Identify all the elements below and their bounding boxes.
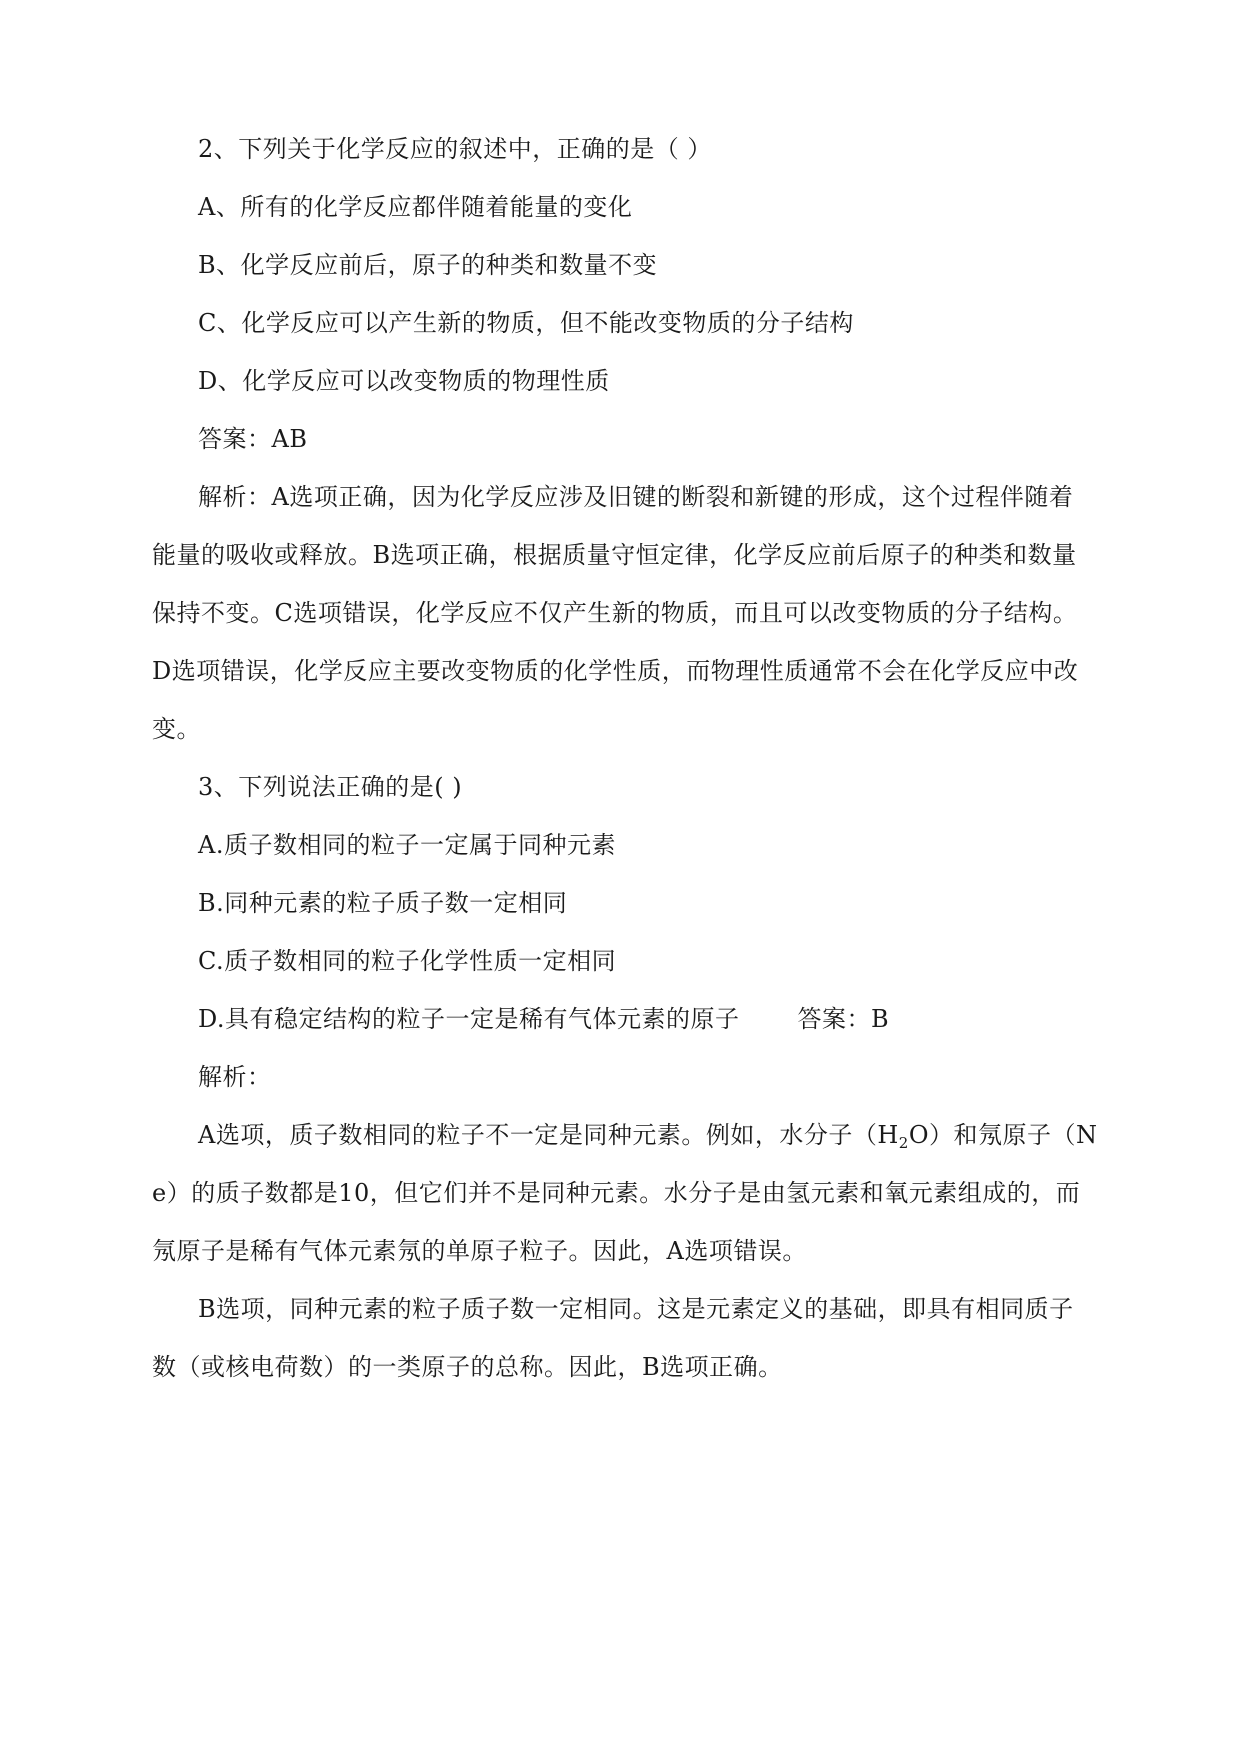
q3-stem: 3、下列说法正确的是( ) — [198, 773, 463, 801]
q3-answer: 答案：B — [797, 1005, 890, 1033]
q3-analysis-b-line1: B选项，同种元素的粒子质子数一定相同。这是元素定义的基础，即具有相同质子 — [198, 1295, 1074, 1323]
q2-analysis-line: 能量的吸收或释放。B选项正确，根据质量守恒定律，化学反应前后原子的种类和数量 — [152, 541, 1077, 569]
q3-option-d: D.具有稳定结构的粒子一定是稀有气体元素的原子 — [198, 1005, 740, 1033]
q3-analysis-a-line3: 氖原子是稀有气体元素氖的单原子粒子。因此，A选项错误。 — [152, 1237, 807, 1265]
q2-option-b: B、化学反应前后，原子的种类和数量不变 — [198, 251, 658, 279]
q2-answer: 答案：AB — [198, 425, 308, 453]
q2-option-c: C、化学反应可以产生新的物质，但不能改变物质的分子结构 — [198, 309, 854, 337]
q3-analysis-label: 解析： — [198, 1063, 272, 1091]
q3-option-b: B.同种元素的粒子质子数一定相同 — [198, 889, 568, 917]
subscript-2: 2 — [898, 1134, 909, 1152]
q2-analysis-line: 保持不变。C选项错误，化学反应不仅产生新的物质，而且可以改变物质的分子结构。 — [152, 599, 1078, 627]
q3-option-d-row — [198, 1004, 889, 1034]
q3-analysis-a-line2: e）的质子数都是10，但它们并不是同种元素。水分子是由氢元素和氧元素组成的，而 — [152, 1179, 1081, 1207]
q2-analysis-line: 解析：A选项正确，因为化学反应涉及旧键的断裂和新键的形成，这个过程伴随着 — [198, 483, 1074, 511]
q2-stem: 2、下列关于化学反应的叙述中，正确的是（ ） — [198, 135, 712, 163]
q2-analysis-line: 变。 — [152, 715, 201, 743]
q3-option-c: C.质子数相同的粒子化学性质一定相同 — [198, 947, 617, 975]
q2-option-a: A、所有的化学反应都伴随着能量的变化 — [198, 193, 633, 221]
q3-analysis-b-line2: 数（或核电荷数）的一类原子的总称。因此，B选项正确。 — [152, 1353, 783, 1381]
q2-analysis-line: D选项错误，化学反应主要改变物质的化学性质，而物理性质通常不会在化学反应中改 — [152, 657, 1079, 685]
q3-option-a: A.质子数相同的粒子一定属于同种元素 — [198, 831, 616, 859]
q2-option-d: D、化学反应可以改变物质的物理性质 — [198, 367, 610, 395]
q3-analysis-a-line1: A选项，质子数相同的粒子不一定是同种元素。例如，水分子$(H_2O)$和氖原子（N — [198, 1121, 1098, 1152]
